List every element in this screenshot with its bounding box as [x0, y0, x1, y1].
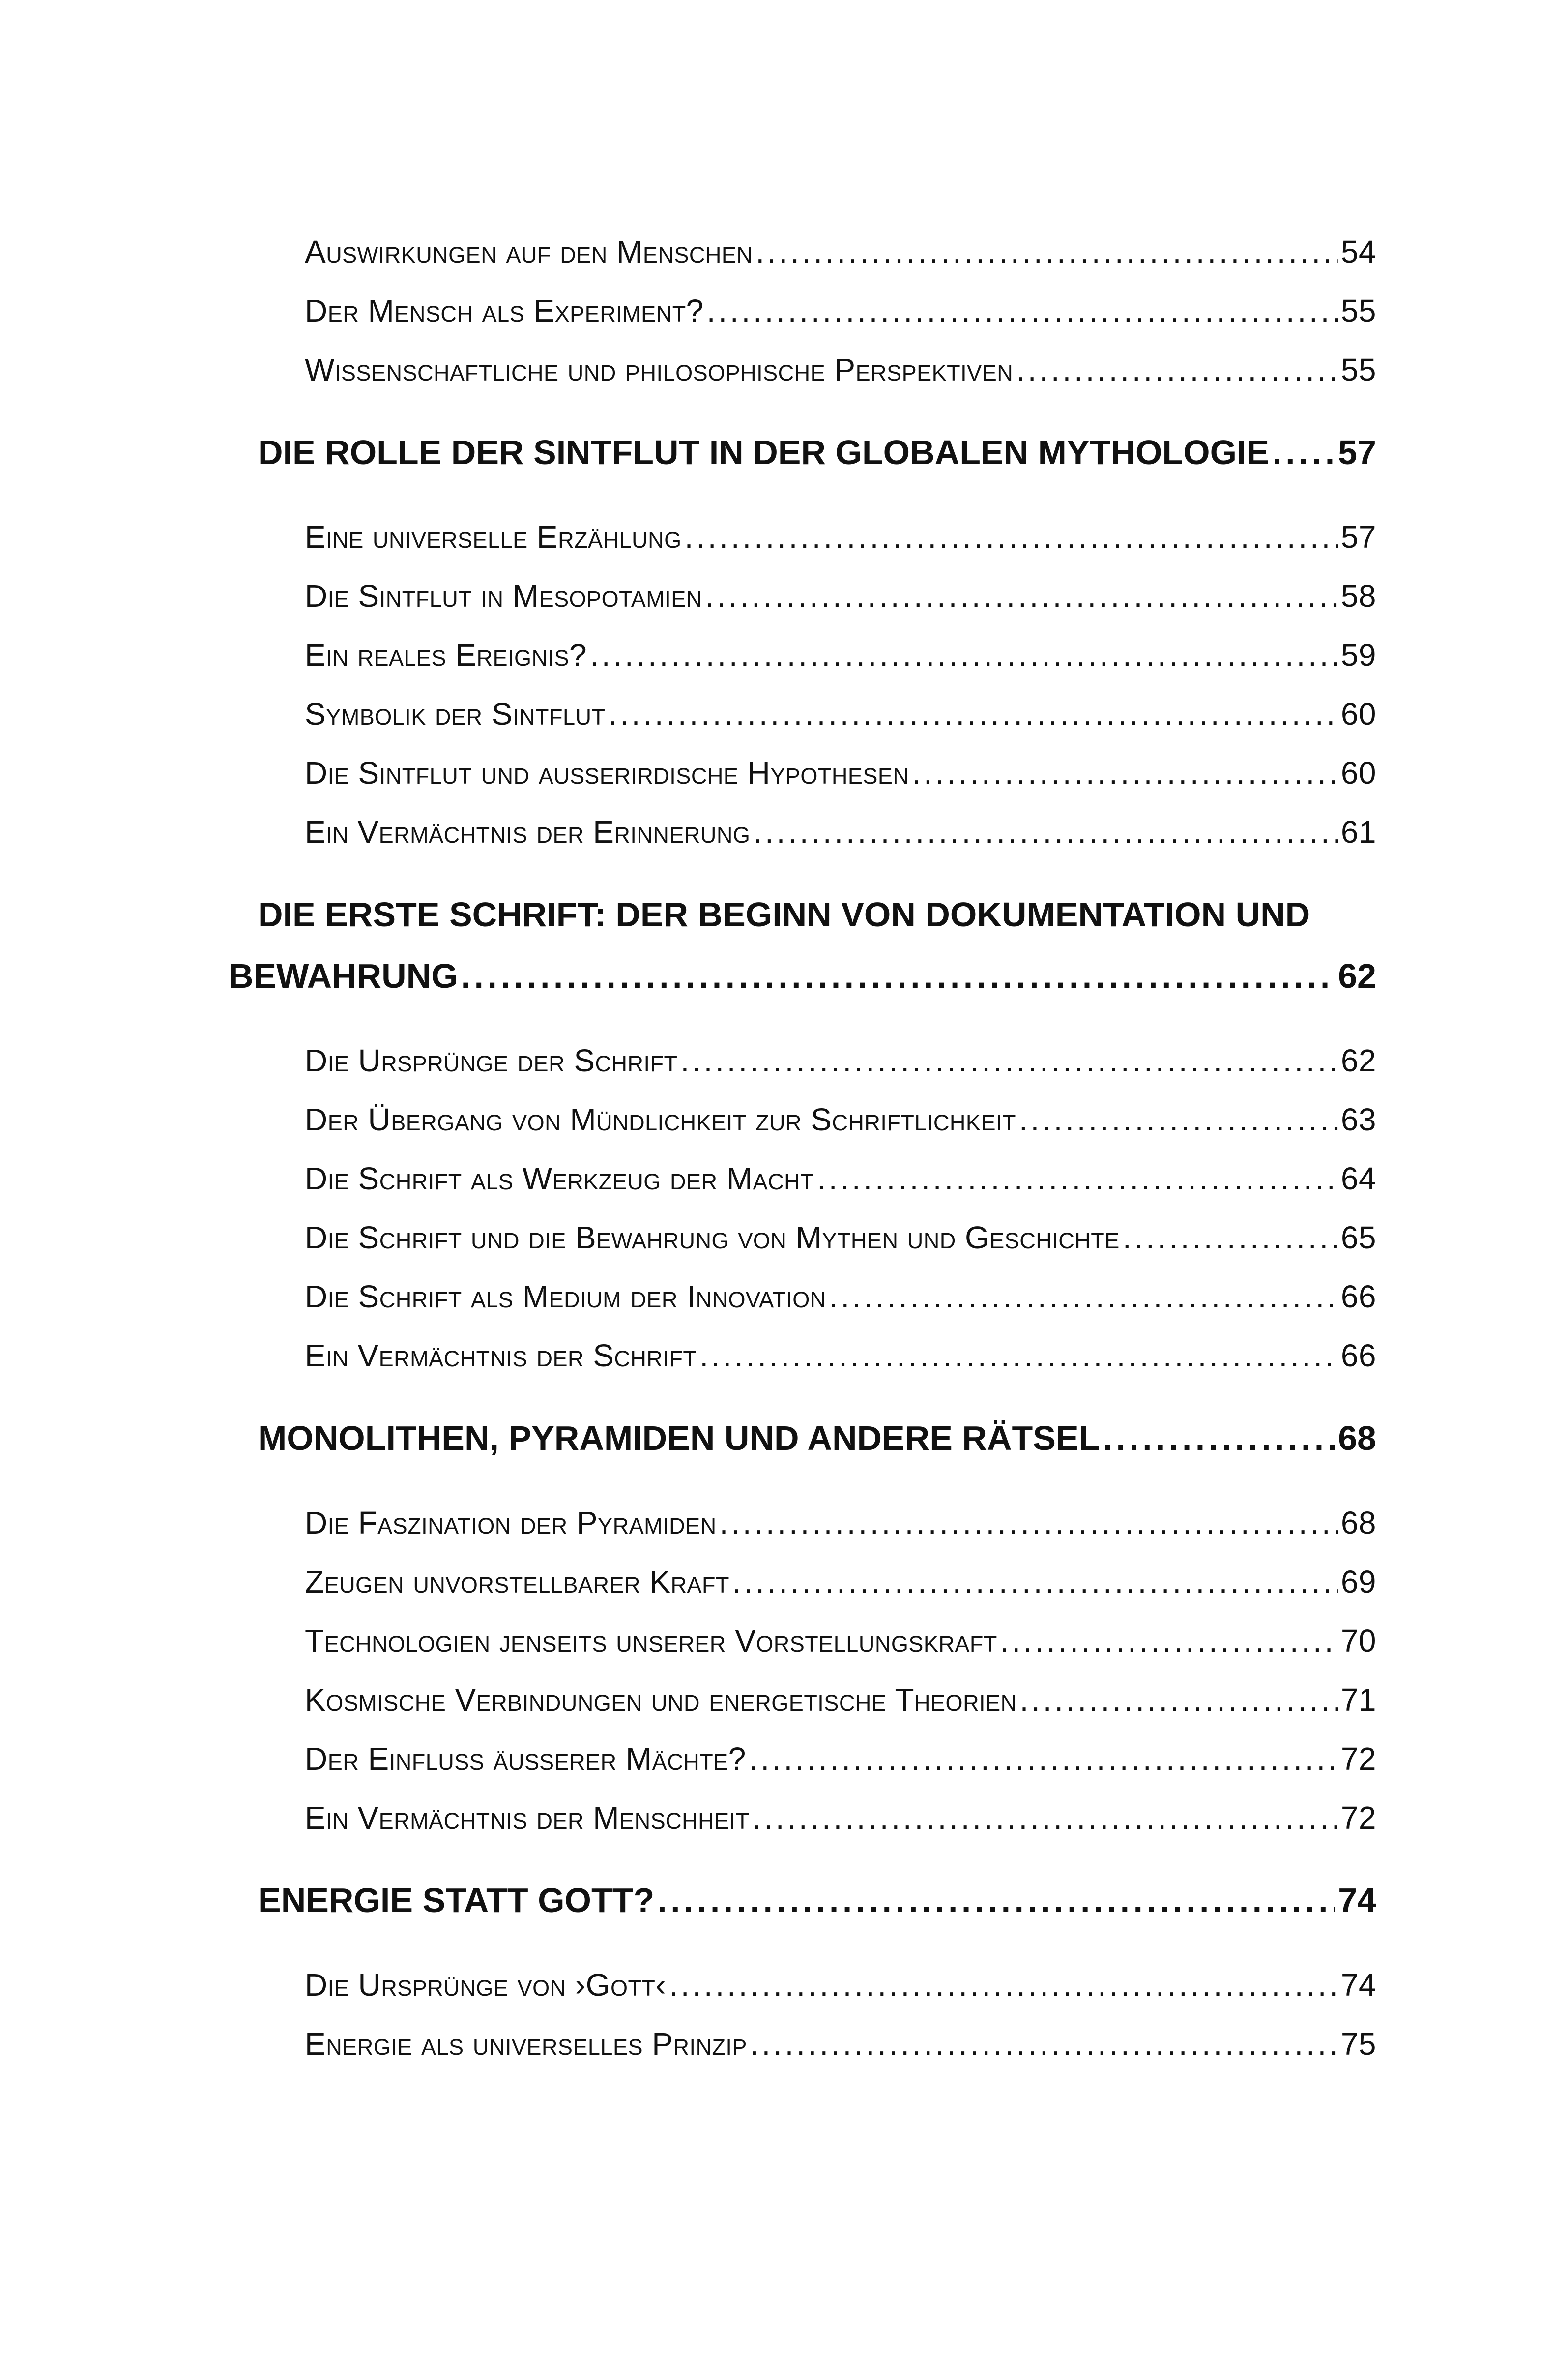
- toc-chapter-title-line2: BEWAHRUNG: [229, 957, 458, 995]
- toc-entry-title: Ein Vermächtnis der Erinnerung: [305, 814, 751, 850]
- toc-entry-title: Ein Vermächtnis der Schrift: [305, 1338, 697, 1373]
- toc-entry-title: Wissenschaftliche und philosophische Perspektiven: [305, 352, 1014, 387]
- toc-entry-title: Die Ursprünge der Schrift: [305, 1043, 678, 1078]
- dot-leader: [705, 578, 1338, 614]
- toc-entry-page: 55: [1340, 352, 1376, 387]
- toc-chapter-page: 68: [1338, 1419, 1376, 1457]
- toc-entry: [305, 293, 1376, 337]
- toc-entry-title: Die Schrift als Medium der Innovation: [305, 1279, 826, 1314]
- toc-entry: [305, 637, 1376, 681]
- toc-entry: [305, 519, 1376, 563]
- toc-entry: [305, 1967, 1376, 2011]
- toc-entry-page: 60: [1340, 696, 1376, 732]
- toc-entry: [305, 1219, 1376, 1264]
- dot-leader: [1272, 433, 1335, 472]
- toc-chapter-title: ENERGIE STATT GOTT?: [258, 1881, 655, 1919]
- toc-entry-page: 54: [1340, 234, 1376, 269]
- dot-leader: [817, 1160, 1338, 1197]
- dot-leader: [1016, 352, 1338, 388]
- toc-entry-page: 62: [1340, 1043, 1376, 1078]
- toc-entry: [305, 1042, 1376, 1087]
- dot-leader: [461, 956, 1335, 996]
- dot-leader: [669, 1967, 1338, 2003]
- toc-entry-title: Der Übergang von Mündlichkeit zur Schriftlichkeit: [305, 1102, 1016, 1137]
- toc-entry: [305, 1160, 1376, 1205]
- toc-entry-page: 61: [1340, 814, 1376, 850]
- dot-leader: [753, 1800, 1338, 1836]
- toc-chapter: [258, 1418, 1376, 1468]
- dot-leader: [609, 696, 1338, 732]
- dot-leader: [749, 1740, 1338, 1777]
- toc-entry: [305, 1278, 1376, 1323]
- dot-leader: [750, 2026, 1338, 2062]
- toc-chapter: [229, 956, 1376, 1005]
- dot-leader: [755, 234, 1337, 270]
- toc-entry: [305, 696, 1376, 740]
- toc-entry: [305, 755, 1376, 799]
- toc-entry-title: Die Sintflut und außerirdische Hypothesen: [305, 755, 909, 791]
- toc-entry-page: 64: [1340, 1161, 1376, 1196]
- toc-entry-title: Ein Vermächtnis der Menschheit: [305, 1800, 750, 1835]
- toc-entry: [305, 234, 1376, 278]
- toc-entry-title: Die Schrift und die Bewahrung von Mythen und Geschichte: [305, 1220, 1120, 1255]
- toc-entry-title: Energie als universelles Prinzip: [305, 2026, 747, 2062]
- toc-entry-title: Zeugen unvorstellbarer Kraft: [305, 1564, 729, 1599]
- toc-entry-title: Die Ursprünge von ›Gott‹: [305, 1967, 667, 2003]
- toc-entry: [305, 1740, 1376, 1785]
- toc-entry-title: Die Sintflut in Mesopotamien: [305, 578, 702, 614]
- dot-leader: [1103, 1418, 1335, 1458]
- toc-chapter-title: MONOLITHEN, PYRAMIDEN UND ANDERE RÄTSEL: [258, 1419, 1100, 1457]
- toc-entry-page: 75: [1340, 2026, 1376, 2062]
- dot-leader: [720, 1504, 1338, 1541]
- toc-entry-page: 70: [1340, 1623, 1376, 1658]
- toc-entry-page: 66: [1340, 1338, 1376, 1373]
- toc-entry-page: 69: [1340, 1564, 1376, 1599]
- toc-entry-title: Eine universelle Erzählung: [305, 519, 682, 555]
- dot-leader: [912, 755, 1337, 791]
- toc-chapter: [258, 433, 1376, 482]
- toc-entry-page: 71: [1340, 1682, 1376, 1717]
- toc-entry-page: 66: [1340, 1279, 1376, 1314]
- dot-leader: [590, 637, 1338, 673]
- toc-entry-title: Auswirkungen auf den Menschen: [305, 234, 753, 269]
- toc-entry: [305, 578, 1376, 622]
- toc-chapter-page: 57: [1338, 433, 1376, 472]
- toc-chapter-title-line1: DIE ERSTE SCHRIFT: DER BEGINN VON DOKUMENTATION UND: [258, 895, 1310, 934]
- toc-entry-page: 57: [1340, 519, 1376, 555]
- toc-entry-title: Die Faszination der Pyramiden: [305, 1505, 717, 1540]
- dot-leader: [1019, 1101, 1338, 1138]
- dot-leader: [1000, 1622, 1338, 1659]
- dot-leader: [699, 1337, 1337, 1374]
- dot-leader: [753, 814, 1337, 850]
- dot-leader: [681, 1042, 1338, 1079]
- toc-entry-title: Kosmische Verbindungen und energetische Theorien: [305, 1682, 1017, 1717]
- toc-entry-page: 59: [1340, 637, 1376, 673]
- toc-entry-page: 65: [1340, 1220, 1376, 1255]
- toc-entry-title: Der Mensch als Experiment?: [305, 293, 704, 328]
- toc-entry: [305, 1622, 1376, 1667]
- toc-chapter-title: DIE ROLLE DER SINTFLUT IN DER GLOBALEN MYTHOLOGIE: [258, 433, 1270, 472]
- toc-entry: [305, 2026, 1376, 2070]
- toc-entry: [305, 1337, 1376, 1382]
- toc-entry: [305, 352, 1376, 396]
- toc-entry-title: Symbolik der Sintflut: [305, 696, 606, 732]
- toc-entry-title: Ein reales Ereignis?: [305, 637, 587, 673]
- toc-entry: [305, 1504, 1376, 1549]
- toc-entry-page: 72: [1340, 1800, 1376, 1835]
- toc-chapter-page: 62: [1338, 957, 1376, 995]
- toc-entry: [305, 1564, 1376, 1608]
- toc-entry: [305, 1800, 1376, 1844]
- dot-leader: [657, 1881, 1335, 1920]
- toc-entry: [305, 1682, 1376, 1726]
- toc-entry: [305, 1101, 1376, 1146]
- toc-entry-page: 68: [1340, 1505, 1376, 1540]
- toc-chapter: [258, 1881, 1376, 1930]
- dot-leader: [829, 1278, 1338, 1315]
- toc-entry-title: Die Schrift als Werkzeug der Macht: [305, 1161, 814, 1196]
- toc-entry-page: 58: [1340, 578, 1376, 614]
- toc-entry-page: 60: [1340, 755, 1376, 791]
- toc-entry-title: Technologien jenseits unserer Vorstellungskraft: [305, 1623, 997, 1658]
- dot-leader: [1123, 1219, 1338, 1256]
- dot-leader: [732, 1564, 1338, 1600]
- toc-entry-page: 63: [1340, 1102, 1376, 1137]
- toc-entry: [305, 814, 1376, 858]
- dot-leader: [1020, 1682, 1338, 1718]
- toc-entry-page: 72: [1340, 1741, 1376, 1776]
- toc-chapter-page: 74: [1338, 1881, 1376, 1919]
- toc-entry-page: 55: [1340, 293, 1376, 328]
- toc-entry-title: Der Einfluss äußerer Mächte?: [305, 1741, 746, 1776]
- dot-leader: [685, 519, 1338, 555]
- dot-leader: [707, 293, 1338, 329]
- toc-entry-page: 74: [1340, 1967, 1376, 2003]
